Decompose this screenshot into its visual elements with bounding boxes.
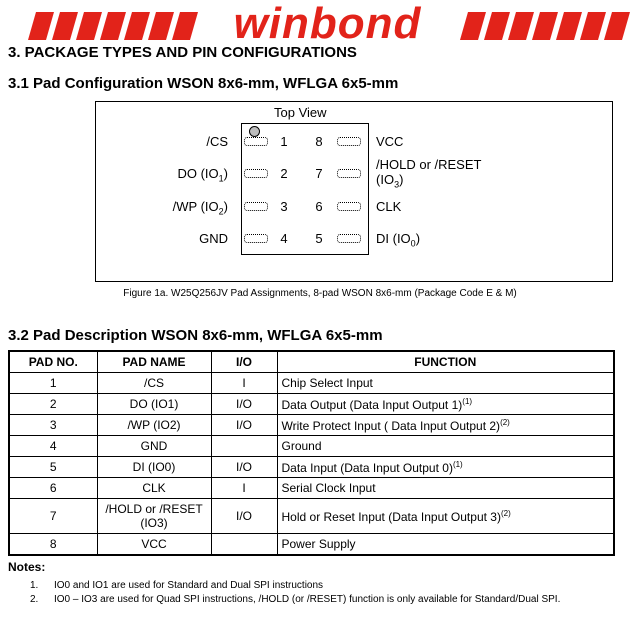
- header-function: FUNCTION: [277, 351, 614, 373]
- cell-pad-name: /WP (IO2): [97, 415, 211, 436]
- pad-6: [337, 202, 361, 211]
- cell-pad-no: 2: [9, 394, 97, 415]
- cell-io: I/O: [211, 457, 277, 478]
- table-row: [9, 534, 614, 556]
- cell-pad-no: 6: [9, 478, 97, 499]
- header-pad-name: PAD NAME: [97, 351, 211, 373]
- pin-number-5: 5: [315, 231, 323, 246]
- pin-label-7-line2: $(IO_3)$: [376, 172, 404, 190]
- pad-5: [337, 234, 361, 243]
- pad-7: [337, 169, 361, 178]
- header-io: I/O: [211, 351, 277, 373]
- pad-description-table: [8, 350, 615, 556]
- pad-2: [244, 169, 268, 178]
- subsection-title-pad-config: 3.1 Pad Configuration WSON 8x6-mm, WFLGA 6x5-mm: [8, 75, 399, 92]
- function-text: Ground: [281, 439, 322, 453]
- cell-function: [277, 499, 614, 534]
- function-text: Chip Select Input: [281, 376, 373, 390]
- cell-function: [277, 415, 614, 436]
- cell-pad-no: 7: [9, 499, 97, 534]
- cell-pad-name: GND: [97, 436, 211, 457]
- pin-label-7: [376, 157, 481, 193]
- cell-function: [277, 478, 614, 499]
- pin-label-1: /CS: [206, 134, 228, 149]
- cell-pad-name: /CS: [97, 373, 211, 394]
- pin-number-6: 6: [315, 199, 323, 214]
- brand-logo: winbond: [233, 0, 422, 48]
- table-row: [9, 499, 614, 534]
- cell-pad-no: 4: [9, 436, 97, 457]
- pad-1: [244, 137, 268, 146]
- cell-function: [277, 436, 614, 457]
- footnote-ref: (1): [462, 396, 473, 406]
- pin-label-8: VCC: [376, 134, 404, 149]
- function-text: Write Protect Input ( Data Input Output 2): [281, 418, 501, 433]
- note-number: 2.: [30, 594, 39, 605]
- pin-number-7: 7: [315, 166, 323, 181]
- cell-function: [277, 457, 614, 478]
- cell-pad-name: CLK: [97, 478, 211, 499]
- cell-io: [211, 436, 277, 457]
- note-item-1: [30, 580, 323, 591]
- logo-stripes-left: [28, 12, 204, 40]
- notes-title: Notes:: [8, 560, 46, 574]
- pin-label-7-line1: /HOLD or /RESET: [376, 157, 482, 172]
- function-text: Hold or Reset Input (Data Input Output 3): [281, 509, 501, 524]
- cell-io: I: [211, 373, 277, 394]
- note-item-2: [30, 594, 560, 605]
- cell-pad-no: 8: [9, 534, 97, 556]
- table-row: [9, 373, 614, 394]
- cell-function: [277, 534, 614, 556]
- pad-name-line2: (IO3): [140, 516, 168, 530]
- cell-pad-no: 5: [9, 457, 97, 478]
- cell-io: I: [211, 478, 277, 499]
- section-title: 3. PACKAGE TYPES AND PIN CONFIGURATIONS: [8, 44, 357, 61]
- cell-pad-no: 1: [9, 373, 97, 394]
- note-number: 1.: [30, 580, 39, 591]
- pin-number-4: 4: [280, 231, 288, 246]
- footnote-ref: (1): [452, 459, 463, 469]
- pin-number-1: 1: [280, 134, 288, 149]
- pad-name-line1: /HOLD or /RESET: [105, 502, 203, 516]
- pin-label-5: DI $(IO_0)$: [376, 231, 421, 249]
- pad-3: [244, 202, 268, 211]
- cell-io: [211, 534, 277, 556]
- pin-number-3: 3: [280, 199, 288, 214]
- footnote-ref: (2): [500, 417, 510, 427]
- function-text: Power Supply: [281, 537, 356, 551]
- cell-pad-name: DO (IO1): [97, 394, 211, 415]
- pad-8: [337, 137, 361, 146]
- pin-label-4: GND: [199, 231, 228, 246]
- table-row: [9, 394, 614, 415]
- pin-number-2: 2: [280, 166, 288, 181]
- note-text: IO0 – IO3 are used for Quad SPI instructions, /HOLD (or /RESET) function is only available for Standard/Dual SPI.: [54, 594, 561, 605]
- function-text: Serial Clock Input: [281, 481, 376, 495]
- function-text: Data Input (Data Input Output 0): [281, 460, 453, 475]
- table-row: [9, 457, 614, 478]
- table-row: [9, 478, 614, 499]
- top-view-label: Top View: [274, 105, 327, 120]
- function-text: Data Output (Data Input Output 1): [281, 397, 463, 412]
- pin-label-2: DO $(IO_1)$: [177, 166, 228, 184]
- cell-function: [277, 394, 614, 415]
- table-row: [9, 436, 614, 457]
- cell-io: I/O: [211, 415, 277, 436]
- cell-pad-name: DI (IO0): [97, 457, 211, 478]
- pin-label-3: /WP $(IO_2)$: [172, 199, 228, 217]
- cell-pad-name: [97, 499, 211, 534]
- table-row: [9, 415, 614, 436]
- cell-function: [277, 373, 614, 394]
- pin-number-8: 8: [315, 134, 323, 149]
- cell-pad-name: VCC: [97, 534, 211, 556]
- cell-pad-no: 3: [9, 415, 97, 436]
- figure-caption: Figure 1a. W25Q256JV Pad Assignments, 8-pad WSON 8x6-mm (Package Code E & M): [123, 288, 517, 299]
- logo-stripes-right: [460, 12, 636, 40]
- footnote-ref: (2): [500, 508, 511, 518]
- cell-io: I/O: [211, 499, 277, 534]
- pin-label-6: CLK: [376, 199, 402, 214]
- note-text: IO0 and IO1 are used for Standard and Dual SPI instructions: [54, 580, 324, 591]
- header-pad-no: PAD NO.: [9, 351, 97, 373]
- cell-io: I/O: [211, 394, 277, 415]
- pin1-indicator-icon: [249, 126, 260, 137]
- pad-4: [244, 234, 268, 243]
- table-header-row: [9, 351, 614, 373]
- subsection-title-pad-description: 3.2 Pad Description WSON 8x6-mm, WFLGA 6x5-mm: [8, 327, 383, 344]
